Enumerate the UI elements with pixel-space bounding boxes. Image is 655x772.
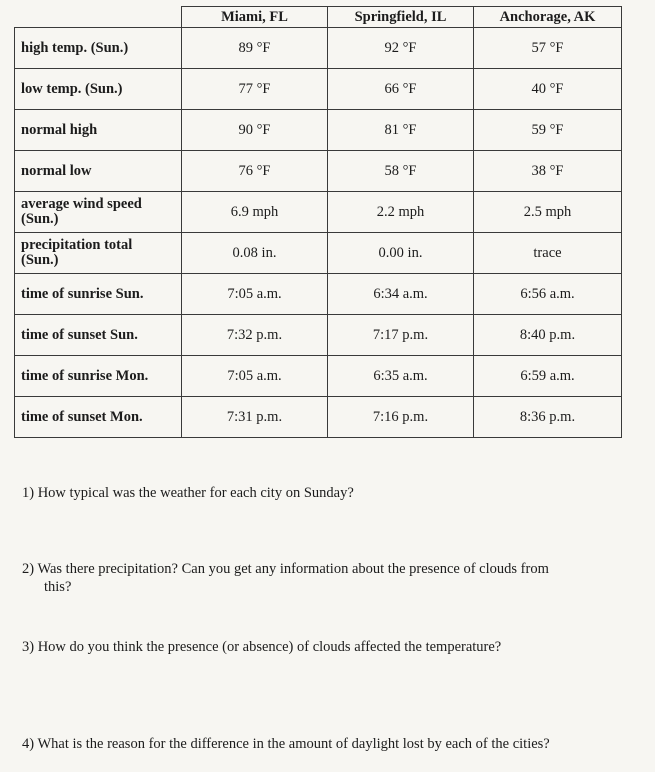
table-cell: 81 °F — [328, 110, 474, 151]
row-label-line: average wind speed — [21, 196, 142, 212]
table-cell: 6.9 mph — [182, 192, 328, 233]
table-cell: 59 °F — [474, 110, 622, 151]
table-row — [15, 192, 622, 233]
row-label: time of sunset Sun. — [15, 315, 182, 356]
table-row — [15, 69, 622, 110]
table-row — [15, 110, 622, 151]
row-label: high temp. (Sun.) — [15, 28, 182, 69]
table-cell: 77 °F — [182, 69, 328, 110]
table-cell: 40 °F — [474, 69, 622, 110]
row-label: normal high — [15, 110, 182, 151]
table-cell: 7:32 p.m. — [182, 315, 328, 356]
table-cell: 0.00 in. — [328, 233, 474, 274]
table-cell: trace — [474, 233, 622, 274]
table-cell: 90 °F — [182, 110, 328, 151]
table-cell: 58 °F — [328, 151, 474, 192]
table-cell: 6:35 a.m. — [328, 356, 474, 397]
table-cell: 8:36 p.m. — [474, 397, 622, 438]
row-label-line: (Sun.) — [21, 211, 59, 227]
table-cell: 7:31 p.m. — [182, 397, 328, 438]
table-cell: 7:05 a.m. — [182, 356, 328, 397]
table-cell: 8:40 p.m. — [474, 315, 622, 356]
row-label — [15, 192, 182, 233]
question-4: 4) What is the reason for the difference in the amount of daylight lost by each of the cities? — [22, 736, 550, 752]
table-cell: 6:56 a.m. — [474, 274, 622, 315]
row-label: time of sunset Mon. — [15, 397, 182, 438]
table-cell: 57 °F — [474, 28, 622, 69]
table-row — [15, 233, 622, 274]
table-cell: 7:05 a.m. — [182, 274, 328, 315]
table-cell: 89 °F — [182, 28, 328, 69]
table-cell: 7:17 p.m. — [328, 315, 474, 356]
table-header-row — [15, 7, 622, 28]
row-label-line: precipitation total — [21, 237, 133, 253]
table-cell: 2.5 mph — [474, 192, 622, 233]
table-cell: 92 °F — [328, 28, 474, 69]
table-cell: 6:59 a.m. — [474, 356, 622, 397]
question-1: 1) How typical was the weather for each city on Sunday? — [22, 485, 354, 501]
table-row — [15, 28, 622, 69]
weather-table — [14, 6, 622, 438]
question-2-line: this? — [44, 579, 72, 595]
table-cell: 66 °F — [328, 69, 474, 110]
table-cell: 0.08 in. — [182, 233, 328, 274]
column-header: Miami, FL — [182, 7, 328, 28]
row-label: low temp. (Sun.) — [15, 69, 182, 110]
row-label — [15, 233, 182, 274]
table-row — [15, 315, 622, 356]
table-cell: 6:34 a.m. — [328, 274, 474, 315]
question-3: 3) How do you think the presence (or absence) of clouds affected the temperature? — [22, 639, 502, 655]
row-label-line: (Sun.) — [21, 252, 59, 268]
question-2-line: 2) Was there precipitation? Can you get any information about the presence of clouds from — [22, 561, 549, 577]
column-header: Springfield, IL — [328, 7, 474, 28]
row-label: time of sunrise Sun. — [15, 274, 182, 315]
column-header: Anchorage, AK — [474, 7, 622, 28]
question-2 — [22, 560, 637, 596]
table-cell: 38 °F — [474, 151, 622, 192]
table-row — [15, 151, 622, 192]
row-label: time of sunrise Mon. — [15, 356, 182, 397]
table-row — [15, 356, 622, 397]
table-row — [15, 274, 622, 315]
table-cell: 2.2 mph — [328, 192, 474, 233]
row-label: normal low — [15, 151, 182, 192]
table-cell: 7:16 p.m. — [328, 397, 474, 438]
corner-cell — [15, 7, 182, 28]
table-row — [15, 397, 622, 438]
table-cell: 76 °F — [182, 151, 328, 192]
